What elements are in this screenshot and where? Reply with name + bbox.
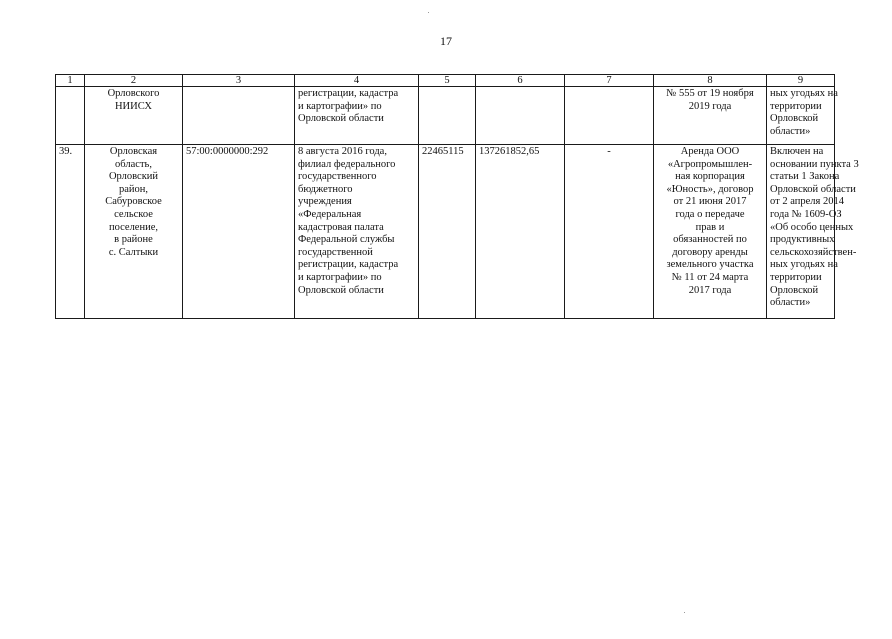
cell-text-line: 2017 года bbox=[688, 284, 732, 296]
column-number: 1 bbox=[56, 75, 85, 87]
cell-text-line: продуктивных bbox=[770, 234, 835, 246]
cell-text-line: территории bbox=[770, 100, 822, 112]
cell-text-line: 8 августа 2016 года, bbox=[298, 146, 387, 157]
column-number-row bbox=[56, 75, 835, 87]
cell-text-line: статьи 1 Закона bbox=[770, 171, 840, 183]
cell-text-line: бюджетного bbox=[298, 183, 353, 195]
table-cell-col-5 bbox=[419, 87, 476, 145]
table-row bbox=[56, 87, 835, 145]
cell-text-line: 22465115 bbox=[422, 146, 464, 157]
cell-text-line: сельскохозяйствен- bbox=[770, 246, 857, 258]
cell-text-line: прав и bbox=[695, 221, 725, 233]
table-cell-col-4 bbox=[295, 145, 419, 319]
cell-text-line: Орловской области bbox=[770, 183, 856, 195]
scan-speck bbox=[684, 612, 685, 613]
table-cell-col-8 bbox=[654, 145, 767, 319]
column-number: 9 bbox=[767, 75, 835, 87]
cell-text-line: филиал федерального bbox=[298, 158, 396, 170]
cell-text-line: № 555 от 19 ноября bbox=[666, 88, 754, 99]
page-number: 17 bbox=[440, 34, 452, 48]
cell-text-line: области» bbox=[770, 125, 811, 137]
column-number: 4 bbox=[295, 75, 419, 87]
cell-text-line: ных угодьях на bbox=[770, 88, 838, 99]
cell-text-line: от 2 апреля 2014 bbox=[770, 196, 844, 208]
scan-speck bbox=[428, 12, 429, 13]
table-cell-col-1 bbox=[56, 87, 85, 145]
table-cell-col-4 bbox=[295, 87, 419, 145]
cell-text-line: основании пункта 3 bbox=[770, 158, 859, 170]
land-registry-table bbox=[55, 74, 859, 319]
cell-text-line: Аренда ООО bbox=[680, 146, 740, 157]
cell-text-line: «Агропромышлен- bbox=[667, 158, 753, 170]
table-cell-col-3 bbox=[183, 87, 295, 145]
table-cell-col-6 bbox=[476, 87, 565, 145]
table-cell-col-6 bbox=[476, 145, 565, 319]
cell-text-line: Орловского bbox=[107, 88, 160, 99]
cell-text-line: и картографии» по bbox=[298, 271, 382, 283]
cell-text-line: - bbox=[607, 146, 611, 157]
cell-text-line: район, bbox=[118, 183, 149, 195]
table-cell-col-9 bbox=[767, 87, 838, 145]
table-cell-col-9 bbox=[767, 145, 859, 319]
cell-text-line: Орловский bbox=[108, 171, 159, 183]
table-cell-col-7 bbox=[565, 145, 654, 319]
cell-text-line: Орловской области bbox=[298, 284, 384, 296]
table-cell-col-3 bbox=[183, 145, 295, 319]
column-number: 6 bbox=[476, 75, 565, 87]
column-number: 8 bbox=[654, 75, 767, 87]
cell-text-line: от 21 июня 2017 bbox=[673, 196, 747, 208]
cell-text-line: области» bbox=[770, 297, 811, 309]
cell-text-line: 39. bbox=[59, 146, 73, 157]
table-cell-col-2 bbox=[85, 145, 183, 319]
table-row bbox=[56, 145, 835, 319]
cell-text-line: область, bbox=[115, 158, 152, 170]
cell-text-line: и картографии» по bbox=[298, 100, 382, 112]
column-number: 3 bbox=[183, 75, 295, 87]
table-cell-col-7 bbox=[565, 87, 654, 145]
cell-text-line: регистрации, кадастра bbox=[298, 88, 399, 99]
cell-text-line: 137261852,65 bbox=[479, 146, 540, 157]
column-number: 2 bbox=[85, 75, 183, 87]
cell-text-line: поселение, bbox=[108, 221, 158, 233]
column-number: 5 bbox=[419, 75, 476, 87]
cell-text-line: территории bbox=[770, 271, 822, 283]
table-body bbox=[56, 87, 859, 319]
cell-text-line: учреждения bbox=[298, 196, 352, 208]
cell-text-line: ных угодьях на bbox=[770, 259, 838, 271]
cell-text-line: Федеральной службы bbox=[298, 234, 395, 246]
cell-text-line: Орловская bbox=[109, 146, 158, 157]
cell-text-line: Сабуровское bbox=[105, 196, 162, 208]
cell-text-line: «Об особо ценных bbox=[770, 221, 854, 233]
table-cell-col-2 bbox=[85, 87, 183, 145]
table-cell-col-8 bbox=[654, 87, 767, 145]
cell-text-line: обязанностей по bbox=[673, 234, 747, 246]
cell-text-line: «Юность», договор bbox=[666, 183, 754, 195]
cell-text-line: ная корпорация bbox=[675, 171, 745, 183]
cell-text-line: земельного участка bbox=[666, 259, 754, 271]
cell-text-line: НИИСХ bbox=[114, 100, 153, 112]
table-cell-col-1 bbox=[56, 145, 85, 319]
cell-text-line: № 11 от 24 марта bbox=[671, 271, 749, 283]
cell-text-line: кадастровая палата bbox=[298, 221, 384, 233]
cell-text-line: 57:00:0000000:292 bbox=[186, 146, 269, 157]
cell-text-line: договору аренды bbox=[672, 246, 748, 258]
column-number: 7 bbox=[565, 75, 654, 87]
cell-text-line: сельское bbox=[114, 208, 153, 220]
cell-text-line: в районе bbox=[114, 234, 153, 246]
cell-text-line: года № 1609-ОЗ bbox=[770, 208, 842, 220]
cell-text-line: государственного bbox=[298, 171, 377, 183]
cell-text-line: «Федеральная bbox=[298, 208, 362, 220]
cell-text-line: 2019 года bbox=[688, 100, 732, 112]
cell-text-line: года о передаче bbox=[675, 208, 745, 220]
cell-text-line: с. Салтыки bbox=[108, 246, 159, 258]
cell-text-line: Орловской области bbox=[298, 113, 384, 125]
cell-text-line: Орловской bbox=[770, 284, 819, 296]
cell-text-line: регистрации, кадастра bbox=[298, 259, 399, 271]
cell-text-line: Орловской bbox=[770, 113, 819, 125]
cell-text-line: государственной bbox=[298, 246, 373, 258]
cell-text-line: Включен на bbox=[770, 146, 824, 157]
table-cell-col-5 bbox=[419, 145, 476, 319]
